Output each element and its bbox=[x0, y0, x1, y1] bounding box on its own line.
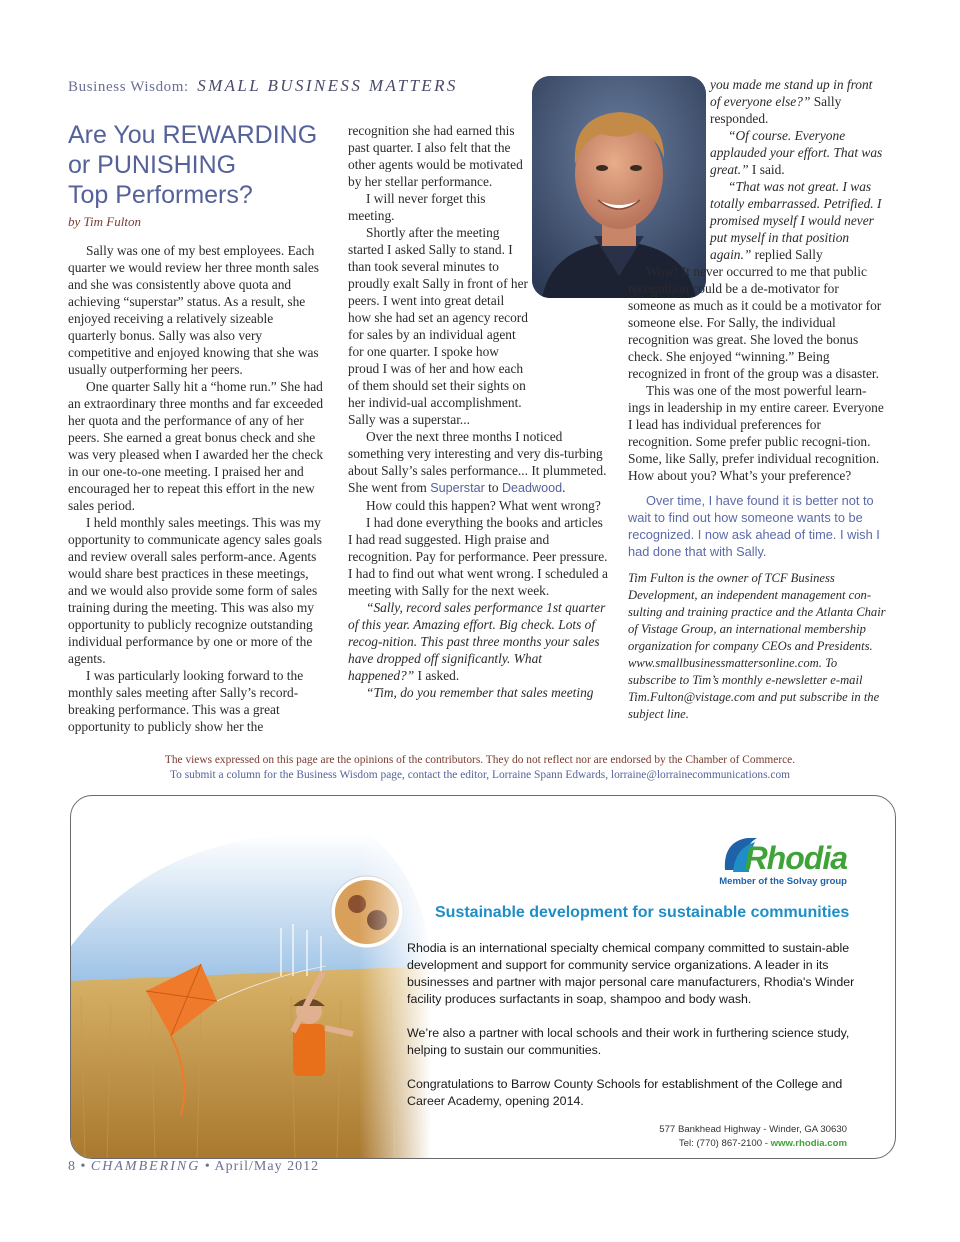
paragraph: Wow! It never occurred to me that public recognition could be a de-motivator for someone as much as it could be a motivator for someone else. For Sally, the individual recognition was great. She loved the bonus check. She enjoyed “winning.” Being recognized in front of the group was a disaster. bbox=[628, 264, 882, 381]
article-column-3 bbox=[628, 76, 886, 723]
disclaimer-line-1: The views expressed on this page are the opinions of the contributors. They do not reflect nor are endorsed by the Chamber of Commerce. bbox=[164, 754, 796, 766]
quote-paragraph: “Tim, do you remember that sales meeting bbox=[366, 685, 594, 700]
rhodia-logo-text: Rhodia bbox=[744, 840, 847, 876]
paragraph: I held monthly sales meetings. This was my opportunity to communicate agency sales goals and review overall sales perform-ance. Agents would share best practices in these meetings, and we would also provide some form of sales training during the meeting. This was also my opportunity to publicly recognize outstanding individual performance by one or more of the agents. bbox=[68, 515, 322, 666]
article-column-1 bbox=[68, 242, 324, 735]
ad-paragraph-2: We’re also a partner with local schools and their work in furthering science study, helping to sustain our communities. bbox=[407, 1026, 850, 1057]
highlight-superstar: Superstar bbox=[430, 481, 485, 495]
text: to bbox=[484, 480, 502, 495]
paragraph: I was particularly looking forward to the monthly sales meeting after Sally’s record-breaking performance. This was a great opportunity to publicly show her the bbox=[68, 668, 304, 734]
separator: • bbox=[76, 1159, 91, 1174]
section-prefix: Business Wisdom: bbox=[68, 79, 189, 95]
section-header bbox=[68, 76, 458, 96]
quote: “Of course. Everyone applauded your effort. That was great.” bbox=[710, 128, 883, 177]
byline: by Tim Fulton bbox=[68, 214, 141, 229]
pull-quote: Over time, I have found it is better not to wait to find out how someone wants to be recognized. I now ask ahead of time. I wish I had done that with Sally. bbox=[628, 493, 880, 559]
quote: “That was not great. I was totally embarrassed. Petrified. I promised myself I would never put myself in that position again.” bbox=[710, 179, 882, 262]
text: . bbox=[562, 480, 566, 495]
ad-content bbox=[407, 796, 896, 1159]
quote-paragraph bbox=[348, 599, 608, 684]
quote: you made me stand up in front of everyone else?” bbox=[710, 77, 873, 109]
title-line-3: Top Performers? bbox=[68, 181, 253, 209]
paragraph: How could this happen? What went wrong? bbox=[366, 498, 601, 513]
quote-paragraph bbox=[710, 127, 886, 178]
quote: “Sally, record sales performance 1st quarter of this year. Amazing effort. Big check. Lots of recog-nition. This past three months your sales have dropped off significantly. What happened?” bbox=[348, 600, 606, 683]
disclaimer-line-2: To submit a column for the Business Wisdom page, contact the editor, Lorraine Spann Edwards, lorraine@lorrainecommunications.com bbox=[169, 769, 791, 781]
page-footer bbox=[68, 1159, 319, 1175]
ad-heading: Sustainable development for sustainable communities bbox=[435, 904, 850, 921]
title-line-2: or PUNISHING bbox=[68, 151, 237, 179]
paragraph: I will never forget this meeting. bbox=[348, 191, 486, 223]
paragraph: I had done everything the books and articles I had read suggested. High praise and recognition. Pay for performance. Peer pressure. I had to find out what went wrong. I scheduled a meeting with Sally for the next week. bbox=[348, 515, 608, 598]
text: I said. bbox=[748, 162, 785, 177]
article-title bbox=[68, 120, 338, 210]
author-bio: Tim Fulton is the owner of TCF Business Development, an independent management con-sulting and training practice and the Atlanta Chair of Vistage Group, an international membership organization for company CEOs and Presidents. www.smallbusinessmattersonline.com. To subscribe to Tim’s monthly e-newsletter e-mail Tim.Fulton@vistage.com and put subscribe in the subject line. bbox=[628, 571, 886, 721]
issue-date: April/May 2012 bbox=[214, 1159, 320, 1174]
quote-paragraph bbox=[710, 178, 886, 263]
separator: • bbox=[200, 1159, 215, 1174]
magazine-name: CHAMBERING bbox=[90, 1159, 201, 1174]
page-number: 8 bbox=[68, 1159, 76, 1174]
ad-website-link[interactable]: www.rhodia.com bbox=[770, 1138, 847, 1149]
section-title: SMALL BUSINESS MATTERS bbox=[197, 76, 458, 95]
paragraph: This was one of the most powerful learn-ings in leadership in my entire career. Everyone I lead has individual preferences for recognition. Some prefer public recogni-tion. Some, like Sally, prefer individual recognition. How about you? What’s your preference? bbox=[628, 383, 884, 483]
paragraph bbox=[348, 428, 608, 497]
wheat-field-kite-photo bbox=[71, 796, 431, 1159]
paragraph: Shortly after the meeting started I asked Sally to stand. I than took several minutes to proudly exalt Sally in front of her peers. I went into great detail how she had set an agency record for sales by an individual agent for one quarter. I spoke how proud I was of her and how each of them should set their sights on her individ-ual accomplishment. Sally was a superstar... bbox=[348, 225, 528, 427]
text: Sally responded. bbox=[710, 94, 842, 126]
paragraph: Sally was one of my best employees. Each quarter we would review her three month sales and she was consistently above quota and achieving “superstar” status. As a result, she enjoyed receiving a relatively sizeable quarterly bonus. Sally was also very competitive and enjoyed knowing that she was usually outperforming her peers. bbox=[68, 243, 319, 377]
title-line-1: Are You REWARDING bbox=[68, 121, 318, 149]
highlight-deadwood: Deadwood bbox=[501, 481, 563, 495]
rhodia-tagline: Member of the Solvay group bbox=[719, 876, 847, 887]
ad-paragraph-1: Rhodia is an international specialty chemical company committed to sustain-able development and support for community service organizations. A leader in its businesses and partner with major personal care manufacturers, Rhodia's Winder facility produces surfactants in soap, shampoo and body wash. bbox=[407, 941, 855, 1006]
rhodia-advertisement bbox=[70, 795, 896, 1159]
ad-contact bbox=[679, 1138, 847, 1149]
text: I asked. bbox=[414, 668, 460, 683]
quote-paragraph bbox=[710, 76, 886, 127]
text: Over the next three months I noticed something very interesting and very dis-turbing about Sally’s sales performance... It plummeted. She went from bbox=[348, 429, 607, 495]
paragraph: One quarter Sally hit a “home run.” She had an extraordinary three months and far exceeded her quota and the performance of any of her peers. She earned a great bonus check and she was very pleased when I awarded her the check in our one-to-one meeting. I praised her and encouraged her to repeat this effort in the new sales period. bbox=[68, 379, 324, 513]
text: replied Sally bbox=[751, 247, 823, 262]
ad-paragraph-3: Congratulations to Barrow County Schools for establishment of the College and Career Academy, opening 2014. bbox=[407, 1077, 843, 1108]
paragraph: recognition she had earned this past quarter. I also felt that the other agents would be motivated by her stellar performance. bbox=[348, 123, 523, 189]
ad-phone: Tel: (770) 867-2100 - bbox=[678, 1138, 771, 1149]
ad-address: 577 Bankhead Highway - Winder, GA 30630 bbox=[659, 1124, 847, 1135]
